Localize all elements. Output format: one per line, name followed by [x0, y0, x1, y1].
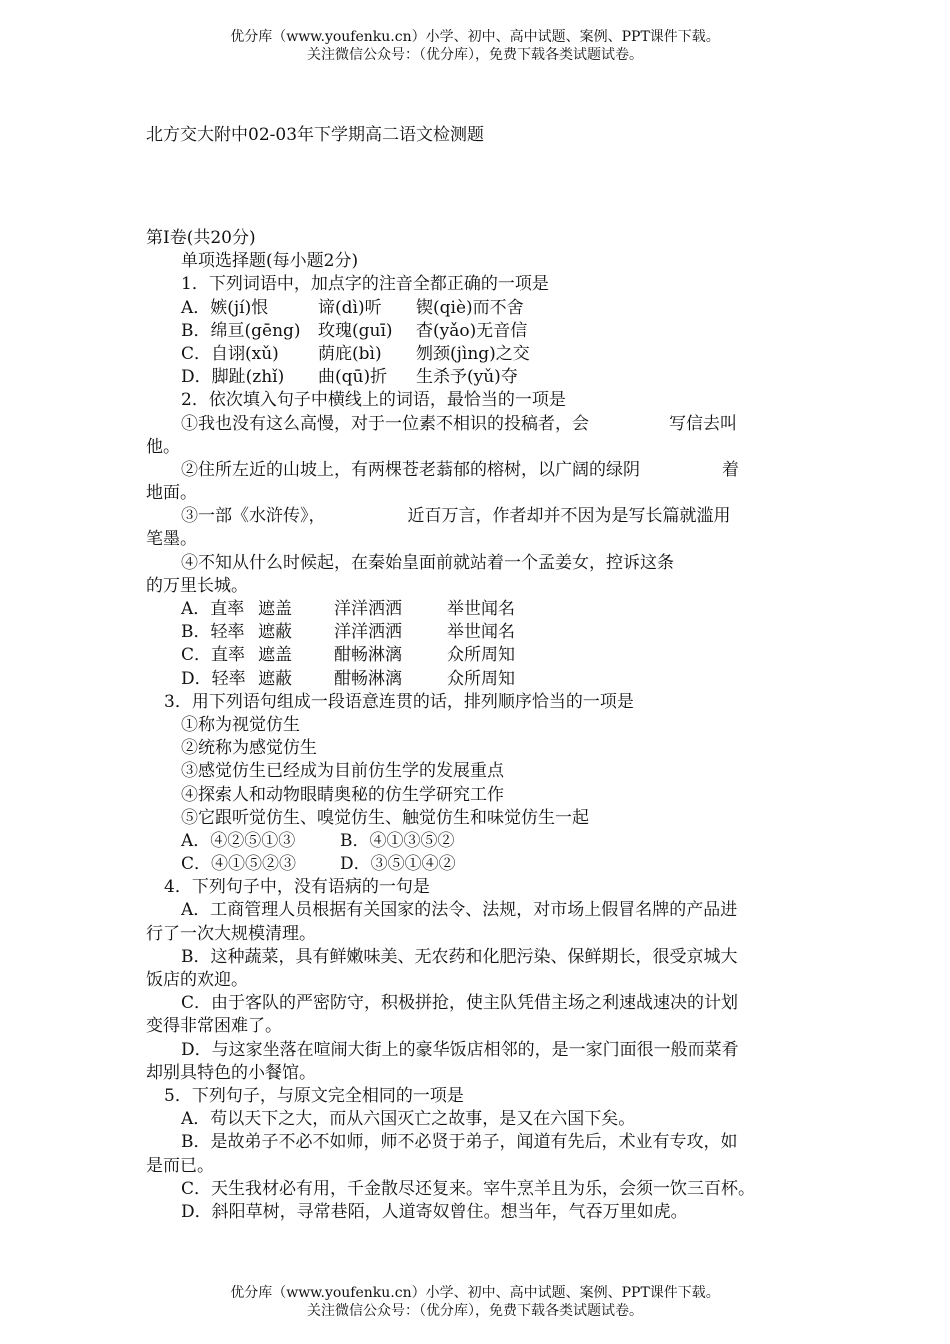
- banner-line-1: 优分库（www.youfenku.cn）小学、初中、高中试题、案例、PPT课件下载。: [230, 29, 720, 45]
- q2-s3-text: ③一部《水浒传》，: [181, 506, 326, 527]
- q2-sentence-4: ④不知从什么时候起，在秦始皇面前就站着一个孟姜女，控诉这条: [181, 552, 674, 573]
- q2-option-d: [146, 668, 816, 691]
- q3-option-b: B．④①③⑤②: [340, 830, 455, 851]
- q2-option-c-3: 酣畅淋漓: [334, 645, 402, 666]
- q4-option-a: A．工商管理人员根据有关国家的法令、法规，对市场上假冒名牌的产品进: [181, 900, 738, 921]
- q2-option-c-1: C．直率: [181, 645, 246, 666]
- q5-option-a: A．苟以天下之大，而从六国灭亡之故事，是又在六国下矣。: [181, 1109, 636, 1130]
- q2-sentence-2-cont: 地面。: [146, 483, 197, 504]
- q2-sentence-1: [146, 413, 816, 436]
- q2-option-d-4: 众所周知: [447, 668, 515, 689]
- banner-line-2: 关注微信公众号：（优分库），免费下载各类试题试卷。: [307, 47, 643, 63]
- q2-option-a: [146, 598, 816, 621]
- q1-option-d: [146, 366, 816, 389]
- q3-stem: 3．用下列语句组成一段语意连贯的话，排列顺序恰当的一项是: [164, 691, 634, 712]
- q2-option-c-4: 众所周知: [447, 645, 515, 666]
- q1-option-a: [146, 297, 816, 320]
- footer-line-1: 优分库（www.youfenku.cn）小学、初中、高中试题、案例、PPT课件下载。: [230, 1285, 720, 1301]
- q2-s3-text-2: 近百万言，作者却并不因为是写长篇就滥用: [407, 506, 731, 527]
- q2-s2-text: ②住所左近的山坡上，有两棵苍老蓊郁的榕树，以广阔的绿阴: [181, 459, 640, 480]
- footer-banner: [0, 1284, 950, 1320]
- q3-option-d: D．③⑤①④②: [340, 854, 456, 875]
- q4-option-d-cont: 却别具特色的小餐馆。: [146, 1062, 316, 1083]
- q2-sentence-3-cont: 笔墨。: [146, 529, 197, 550]
- q2-option-b-1: B．轻率: [181, 622, 245, 643]
- q4-stem: 4．下列句子中，没有语病的一句是: [164, 877, 430, 898]
- q2-sentence-4-cont: 的万里长城。: [146, 575, 248, 596]
- q4-option-a-cont: 行了一次大规模清理。: [146, 923, 316, 944]
- q1-option-b-2: 玫瑰(guī): [318, 320, 393, 341]
- q4-option-b-cont: 饭店的欢迎。: [146, 970, 248, 990]
- q2-option-c-2: 遮盖: [258, 645, 292, 666]
- q2-option-d-1: D．轻率: [181, 668, 246, 689]
- q2-option-b: [146, 621, 816, 644]
- q3-option-a: A．④②⑤①③: [181, 830, 296, 851]
- q2-sentence-3: [146, 505, 816, 528]
- q5-option-d: D．斜阳草树，寻常巷陌，人道寄奴曾住。想当年，气吞万里如虎。: [181, 1201, 688, 1222]
- q1-option-d-3: 生杀予(yǔ)夺: [416, 367, 518, 388]
- q1-option-c: [146, 343, 816, 366]
- q1-option-d-2: 曲(qū)折: [318, 367, 388, 388]
- q5-option-b-cont: 是而已。: [146, 1155, 214, 1176]
- q2-option-d-3: 酣畅淋漓: [334, 668, 402, 689]
- q3-options-row-1: [146, 830, 816, 853]
- q1-option-b-3: 杳(yǎo)无音信: [416, 320, 528, 341]
- exam-content: [146, 227, 816, 1224]
- q3-option-c: C．④①⑤②③: [181, 854, 297, 875]
- q3-item-5: ⑤它跟听觉仿生、嗅觉仿生、触觉仿生和味觉仿生一起: [181, 807, 589, 828]
- q1-stem: 1．下列词语中，加点字的注音全都正确的一项是: [181, 274, 549, 295]
- q2-sentence-1-cont: 他。: [146, 436, 180, 457]
- q2-option-d-2: 遮蔽: [258, 668, 292, 689]
- q1-option-b: [146, 320, 816, 343]
- q4-option-c-cont: 变得非常困难了。: [146, 1016, 282, 1037]
- q1-option-c-3: 刎颈(jìng)之交: [416, 343, 530, 364]
- q3-item-4: ④探索人和动物眼睛奥秘的仿生学研究工作: [181, 784, 504, 805]
- q2-option-b-3: 洋洋洒洒: [334, 622, 402, 643]
- q4-option-b: B．这种蔬菜，具有鲜嫩味美、无农药和化肥污染、保鲜期长，很受京城大: [181, 946, 738, 967]
- q3-item-3: ③感觉仿生已经成为目前仿生学的发展重点: [181, 761, 504, 782]
- q5-stem: 5．下列句子，与原文完全相同的一项是: [164, 1085, 464, 1106]
- q2-option-a-1: A．直率: [181, 599, 245, 619]
- q2-option-a-2: 遮盖: [258, 599, 292, 619]
- q1-option-d-1: D．脚趾(zhǐ): [181, 367, 285, 388]
- q4-option-d: D．与这家坐落在喧闹大街上的豪华饭店相邻的，是一家门面很一般而菜肴: [181, 1039, 739, 1060]
- q4-option-c: C．由于客队的严密防守，积极拼抢，使主队凭借主场之利速战速决的计划: [181, 993, 739, 1014]
- q1-option-a-2: 谛(dì)听: [318, 297, 382, 318]
- section-heading: 第Ⅰ卷(共20分): [146, 228, 256, 248]
- q1-option-c-2: 荫庇(bì): [318, 343, 382, 364]
- q3-item-1: ①称为视觉仿生: [181, 714, 300, 735]
- q2-option-a-4: 举世闻名: [447, 599, 515, 619]
- q2-option-a-3: 洋洋洒洒: [334, 599, 402, 619]
- q2-s1-text: ①我也没有这么高慢，对于一位素不相识的投稿者，会: [181, 413, 589, 434]
- q5-option-b: B．是故弟子不必不如师，师不必贤于弟子，闻道有先后，术业有专攻，如: [181, 1132, 738, 1153]
- q1-option-a-3: 锲(qiè)而不舍: [416, 297, 524, 318]
- q2-s2-text-2: 着: [722, 459, 739, 480]
- q2-option-c: [146, 644, 816, 667]
- q2-stem: 2．依次填入句子中横线上的词语，最恰当的一项是: [181, 390, 566, 411]
- q1-option-b-1: B．绵亘(gēng): [181, 320, 301, 341]
- instruction: 单项选择题(每小题2分): [181, 251, 359, 272]
- q2-option-b-2: 遮蔽: [258, 622, 292, 643]
- q2-option-b-4: 举世闻名: [447, 622, 515, 643]
- q2-s1-text-2: 写信去叫: [669, 413, 737, 434]
- q5-option-c: C．天生我材必有用，千金散尽还复来。宰牛烹羊且为乐，会须一饮三百杯。: [181, 1178, 756, 1199]
- footer-line-2: 关注微信公众号：（优分库），免费下载各类试题试卷。: [307, 1303, 643, 1319]
- q3-options-row-2: [146, 853, 816, 876]
- q2-sentence-2: [146, 459, 816, 482]
- page-title: 北方交大附中02-03年下学期高二语文检测题: [146, 125, 485, 145]
- q3-item-2: ②统称为感觉仿生: [181, 738, 317, 759]
- q1-option-c-1: C．自诩(xǔ): [181, 343, 279, 364]
- header-banner: [0, 28, 950, 64]
- q1-option-a-1: A．嫉(jí)恨: [181, 297, 269, 318]
